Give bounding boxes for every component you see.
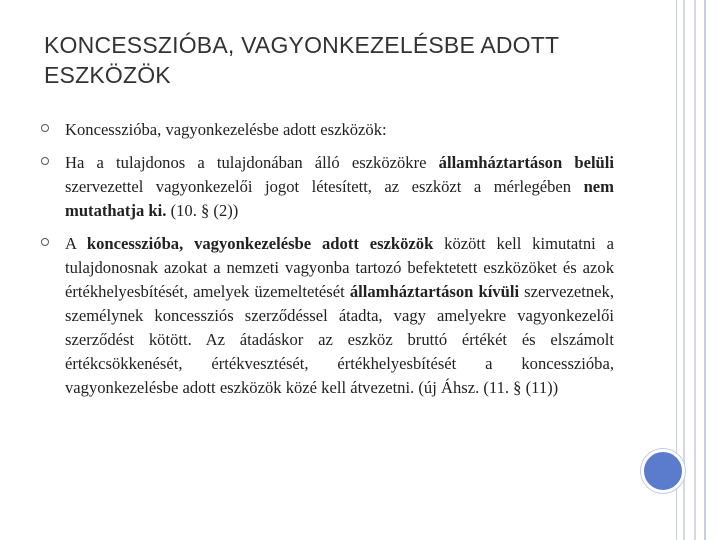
text-run: Ha a tulajdonos a tulajdonában álló eszközökre [65, 153, 439, 172]
bullet-item [40, 151, 614, 223]
text-run: szervezetnek, személynek koncessziós szerződéssel átadta, vagy amelyekre vagyonkezelői szerződést kötött. Az átadáskor az eszköz bruttó értékét és elszámolt értékcsökkenését, értékvesztését, értékhelyesbítését a koncesszióba, vagyonkezelésbe adott eszközök közé kell átvezetni. (új Áhsz. (11. § (11)) [65, 282, 614, 397]
bullet-marker-icon [41, 124, 49, 132]
slide-title: KONCESSZIÓBA, VAGYONKEZELÉSBE ADOTT ESZKÖZÖK [44, 32, 559, 88]
bullet-item [40, 232, 614, 400]
bold-text-run: államháztartáson kívüli [349, 282, 520, 301]
bold-text-run: államháztartáson belüli [438, 153, 615, 172]
text-run: között kell kimutatni a tulajdonosnak azokat a nemzeti vagyonba tartozó befektetett eszközöket és azok értékhelyesbítését, amelyek üzemeltetését [65, 234, 614, 301]
bullet-item [40, 118, 614, 142]
decorative-rule [704, 0, 706, 540]
bullet-text [65, 151, 614, 223]
text-run: A [65, 234, 87, 253]
decorative-circle [641, 449, 685, 493]
bold-text-run: koncesszióba, vagyonkezelésbe adott eszközök [86, 234, 434, 253]
bullet-list [40, 118, 614, 409]
bullet-marker-icon [41, 238, 49, 246]
bold-text-run: nem mutathatja ki. [65, 177, 614, 220]
text-run: Koncesszióba, vagyonkezelésbe adott eszközök: [65, 120, 387, 139]
text-run: (10. § (2)) [166, 201, 239, 220]
bullet-marker-icon [41, 157, 49, 165]
decorative-rule [694, 0, 696, 540]
decorative-rule [683, 0, 685, 540]
bullet-text [65, 232, 614, 400]
text-run: szervezettel vagyonkezelői jogot létesített, az eszközt a mérlegében [65, 177, 584, 196]
bullet-text [65, 118, 614, 142]
